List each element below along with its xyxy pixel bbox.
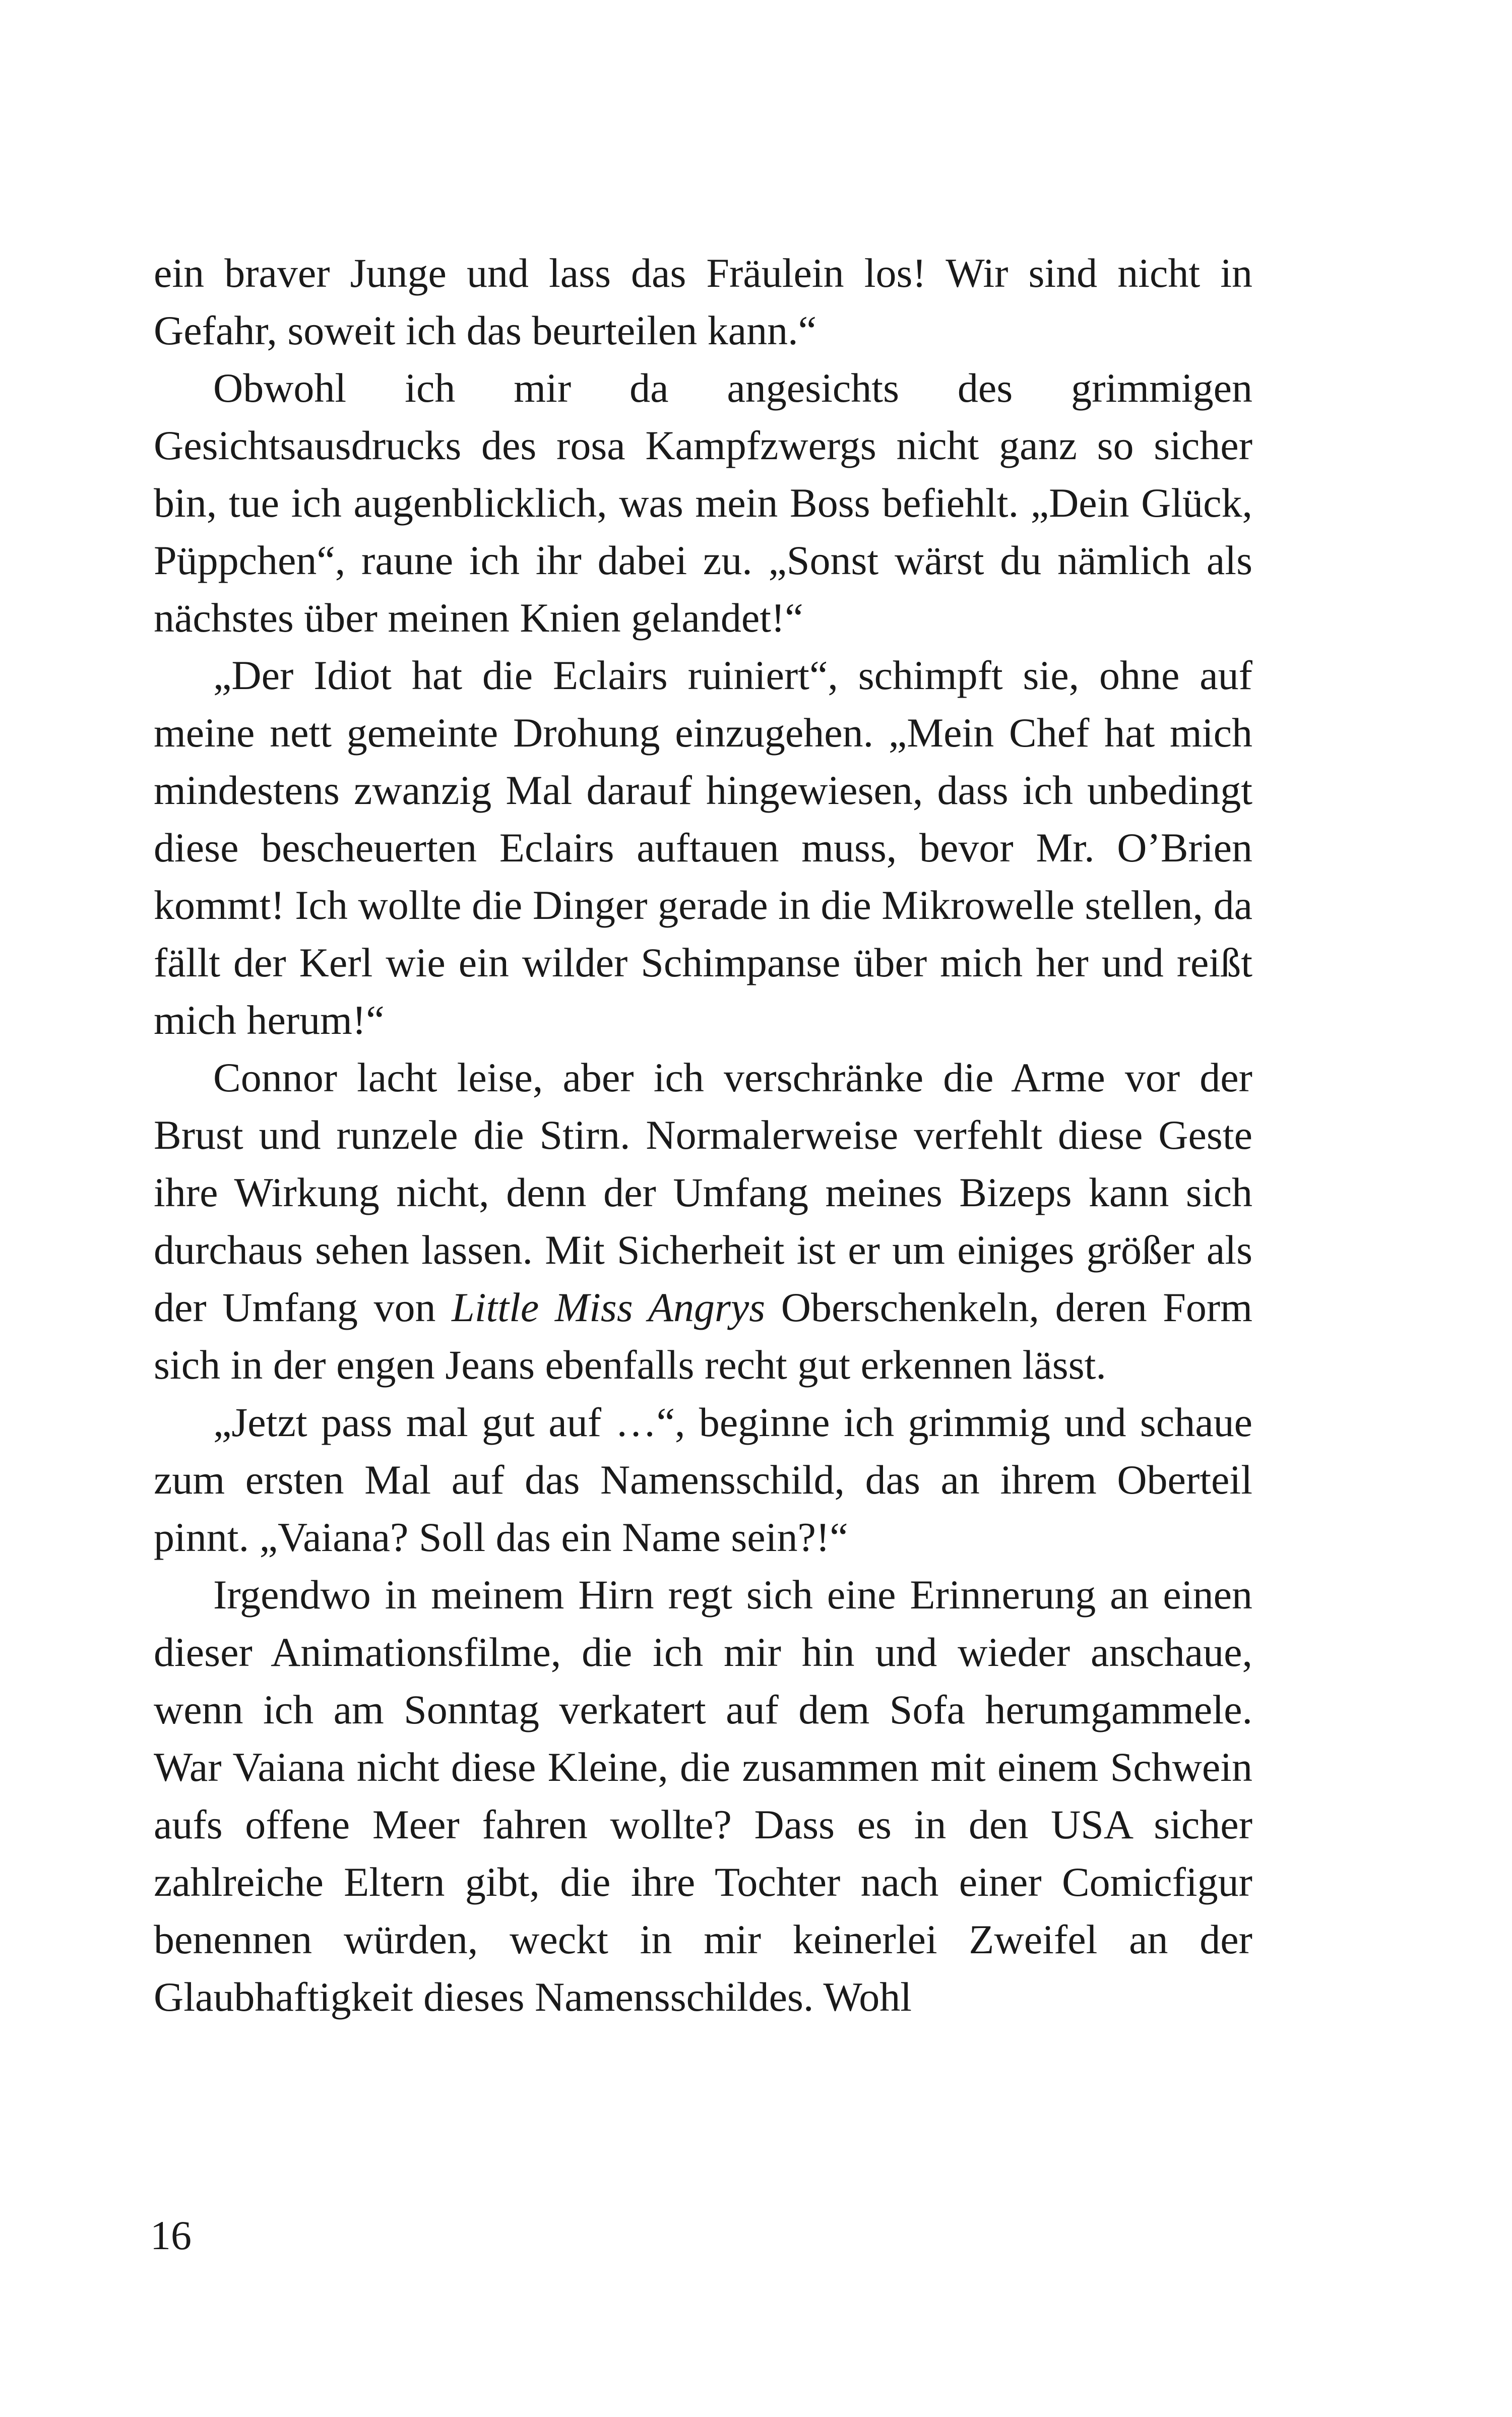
paragraph-6: Irgendwo in meinem Hirn regt sich eine Erinnerung an einen dieser Animationsfilme, die ich mir hin und wieder anschaue, wenn ich am Sonntag verkatert auf dem Sofa herumgammele. War Vaiana nicht diese Kleine, die zusammen mit einem Schwein aufs offene Meer fahren wollte? Dass es in den USA sicher zahlreiche Eltern gibt, die ihre Tochter nach einer Comicfigur benennen würden, weckt in mir keinerlei Zweifel an der Glaubhaftigkeit dieses Namensschildes. Wohl xyxy=(154,1572,1252,2020)
paragraph-4-italic-name: Little Miss Angrys xyxy=(452,1284,766,1330)
paragraph-1: ein braver Junge und lass das Fräulein los! Wir sind nicht in Gefahr, soweit ich das beurteilen kann.“ xyxy=(154,250,1252,353)
paragraph-4-text-after: Oberschenkeln, deren Form sich in der engen Jeans ebenfalls recht gut erkennen lässt. xyxy=(154,1284,1252,1388)
book-page-text xyxy=(154,244,1252,2026)
paragraph-3: „Der Idiot hat die Eclairs ruiniert“, schimpft sie, ohne auf meine nett gemeinte Drohung einzugehen. „Mein Chef hat mich mindestens zwanzig Mal darauf hingewiesen, dass ich unbedingt diese bescheuerten Eclairs auftauen muss, bevor Mr. O’Brien kommt! Ich wollte die Dinger gerade in die Mikrowelle stellen, da fällt der Kerl wie ein wilder Schimpanse über mich her und reißt mich herum!“ xyxy=(154,652,1252,1043)
paragraph-5: „Jetzt pass mal gut auf …“, beginne ich grimmig und schaue zum ersten Mal auf das Namensschild, das an ihrem Oberteil pinnt. „Vaiana? Soll das ein Name sein?!“ xyxy=(154,1399,1252,1560)
page-number: 16 xyxy=(150,2212,192,2258)
paragraph-2: Obwohl ich mir da angesichts des grimmigen Gesichtsausdrucks des rosa Kampfzwergs nicht ganz so sicher bin, tue ich augenblicklich, was mein Boss befiehlt. „Dein Glück, Püppchen“, raune ich ihr dabei zu. „Sonst wärst du nämlich als nächstes über meinen Knien gelandet!“ xyxy=(154,365,1252,641)
paragraph-4 xyxy=(154,1049,1252,1394)
paragraph-4-text-before: Connor lacht leise, aber ich verschränke die Arme vor der Brust und runzele die Stirn. Normalerweise verfehlt diese Geste ihre Wirkung nicht, denn der Umfang meines Bizeps kann sich durchaus sehen lassen. Mit Sicherheit ist er um einiges größer als der Umfang von xyxy=(154,1055,1252,1330)
